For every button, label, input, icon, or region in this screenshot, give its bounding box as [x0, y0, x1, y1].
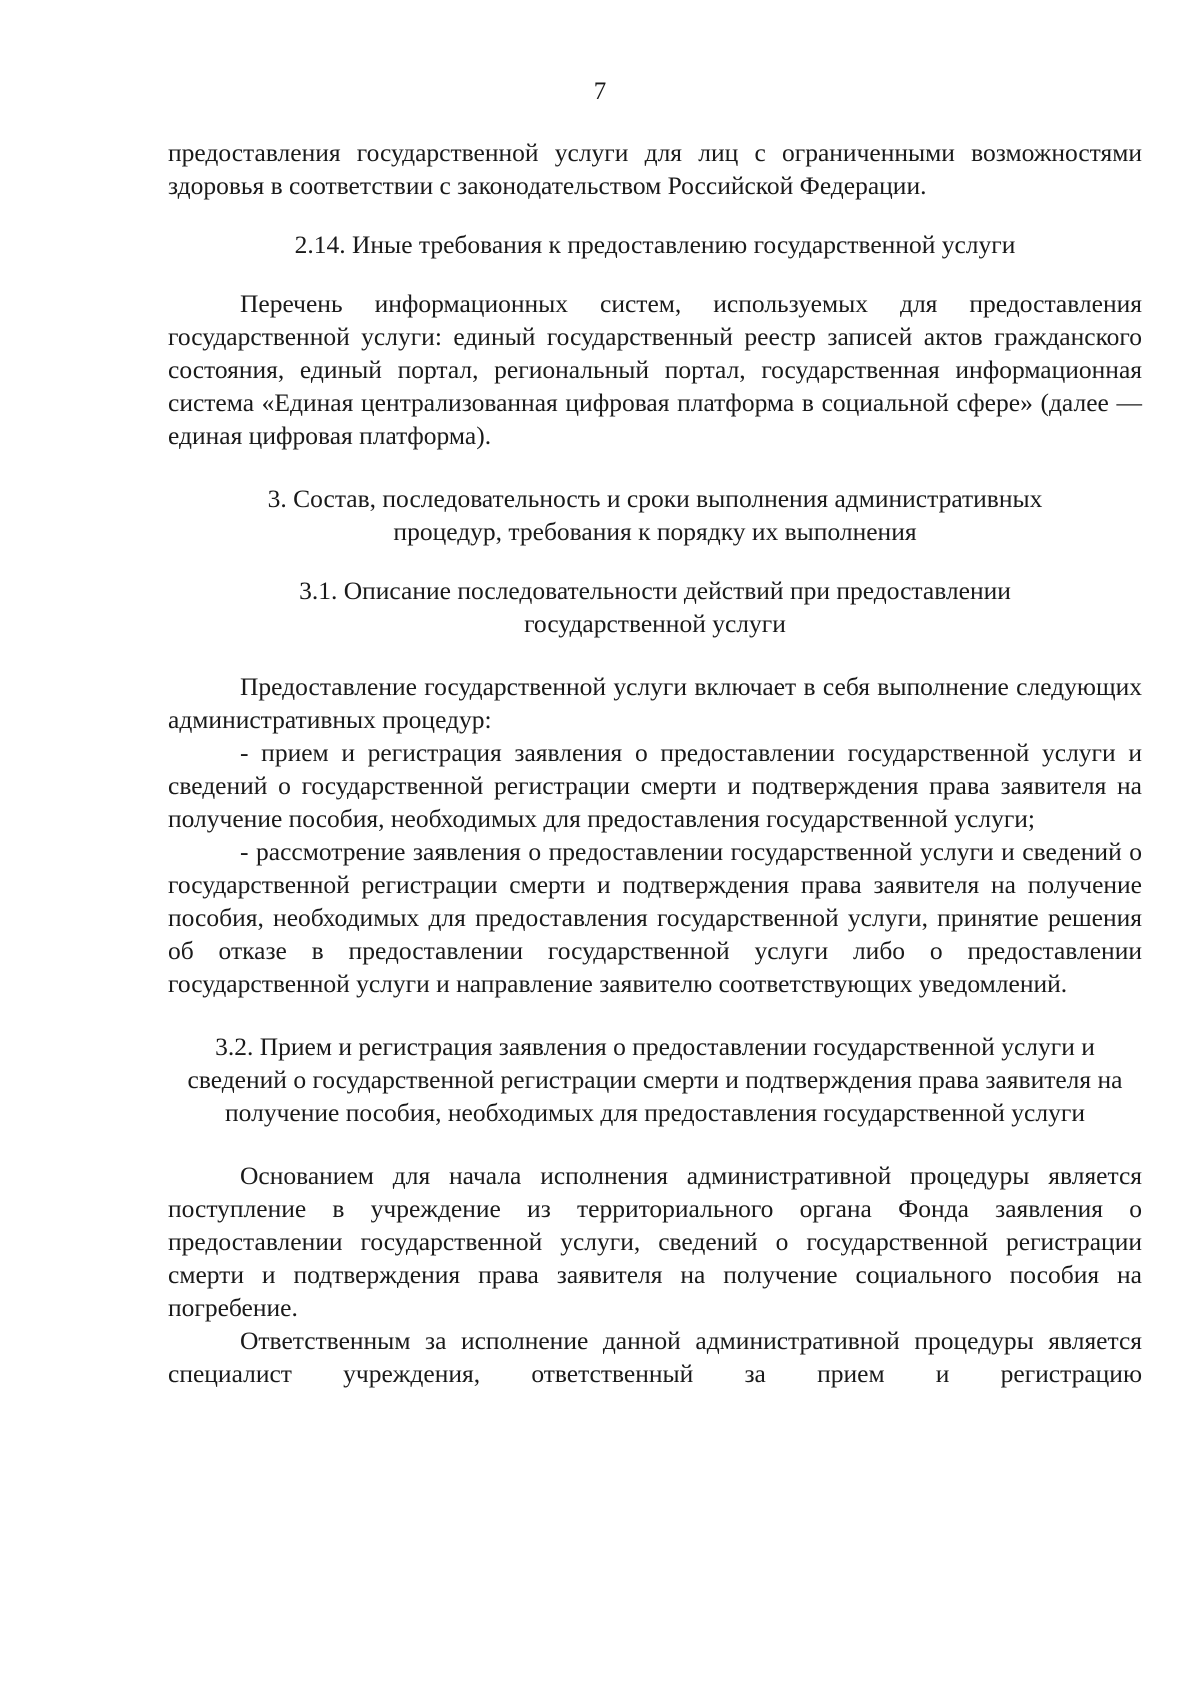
list-item-procedure-2: - рассмотрение заявления о предоставлении государственной услуги и сведений о государственной регистрации смерти и подтверждения права заявителя на получение пособия, необходимых для предоставления государственной услуги, принятие решения об отказе в предоставлении государственной услуги либо о предоставлении государственной услуги и направление заявителю соответствующих уведомлений.: [168, 837, 1142, 998]
paragraph-responsible: Ответственным за исполнение данной административной процедуры является специалист учреждения, ответственный за прием и регистрацию: [168, 1326, 1142, 1388]
heading-3-1: 3.1. Описание последовательности действий при предоставлении государственной услуги: [299, 576, 1011, 638]
paragraph-basis: Основанием для начала исполнения административной процедуры является поступление в учреждение из территориального органа Фонда заявления о предоставлении государственной услуги, сведений о государственной регистрации смерти и подтверждения права заявителя на получение социального пособия на погребение.: [168, 1161, 1142, 1322]
page-number: 7: [593, 78, 607, 105]
heading-section-3: 3. Состав, последовательность и сроки выполнения административных процедур, требования к порядку их выполнения: [267, 484, 1043, 546]
paragraph-intro: предоставления государственной услуги для лиц с ограниченными возможностями здоровья в соответствии с законодательством Российской Федерации.: [168, 138, 1142, 200]
paragraph-info-systems: Перечень информационных систем, используемых для предоставления государственной услуги: единый государственный реестр записей актов гражданского состояния, единый портал, региональный портал, государственная информационная система «Единая централизованная цифровая платформа в социальной сфере» (далее — единая цифровая платформа).: [168, 289, 1142, 450]
paragraph-procedures-intro: Предоставление государственной услуги включает в себя выполнение следующих административных процедур:: [168, 672, 1142, 734]
heading-3-2: 3.2. Прием и регистрация заявления о предоставлении государственной услуги и сведений о государственной регистрации смерти и подтверждения права заявителя на получение пособия, необходимых для предоставления государственной услуги: [187, 1032, 1123, 1127]
heading-2-14: 2.14. Иные требования к предоставлению государственной услуги: [294, 230, 1016, 259]
list-item-procedure-1: - прием и регистрация заявления о предоставлении государственной услуги и сведений о государственной регистрации смерти и подтверждения права заявителя на получение пособия, необходимых для предоставления государственной услуги;: [168, 738, 1142, 833]
document-body: [168, 136, 1142, 1390]
